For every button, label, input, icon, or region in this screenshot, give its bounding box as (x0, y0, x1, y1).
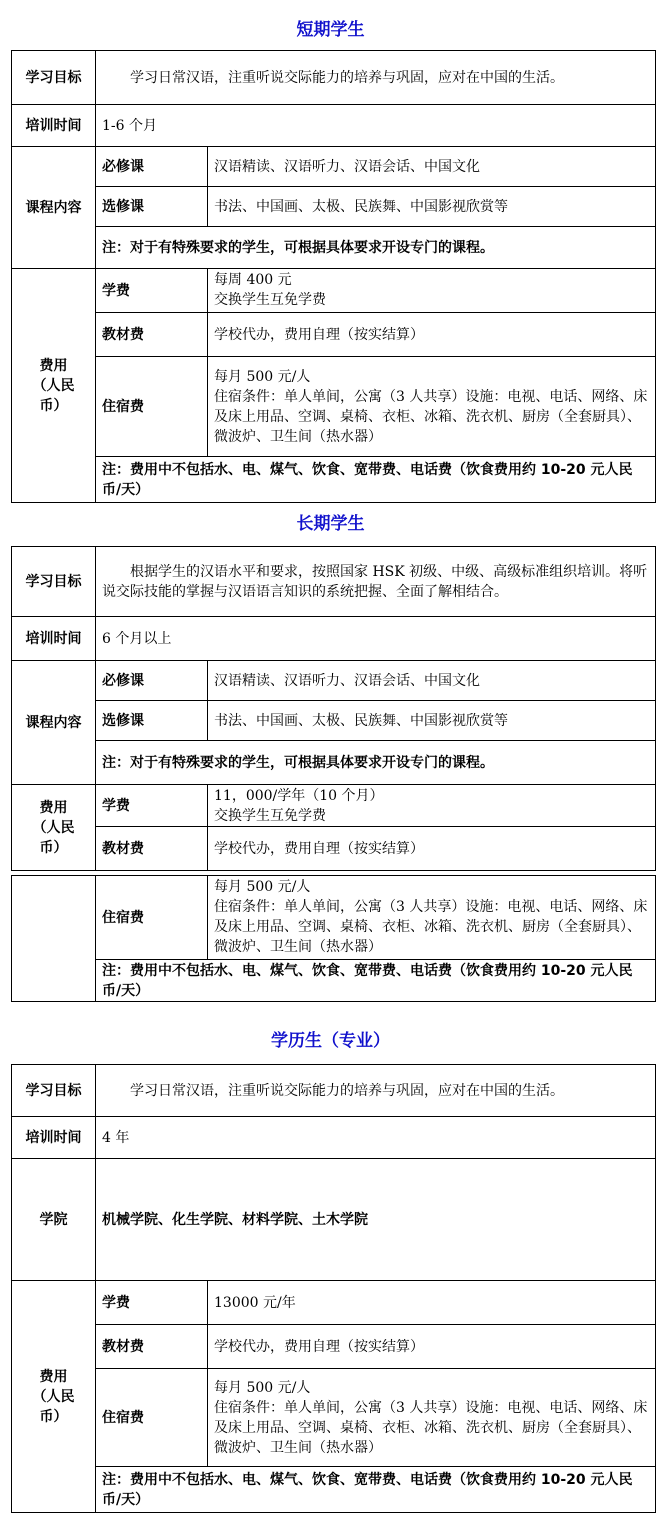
goal-label: 学习目标 (12, 547, 96, 617)
degree-table (11, 1064, 656, 1513)
college-label: 学院 (12, 1159, 96, 1281)
lodging-line: 每月 500 元/人 (214, 879, 311, 895)
fee-label (12, 785, 96, 871)
goal-value: 根据学生的汉语水平和要求，按照国家 HSK 初级、中级、高级标准组织培训。将听说交际技能的掌握与汉语语言知识的系统把握、全面了解相结合。 (96, 547, 656, 617)
fee-label-text: 费用（人民币） (32, 357, 75, 414)
period-label: 培训时间 (12, 617, 96, 661)
tuition-value (208, 785, 656, 827)
tuition-label: 学费 (96, 785, 208, 827)
fee-note: 注：费用中不包括水、电、煤气、饮食、宽带费、电话费（饮食费用约 10-20 元人民币/天） (96, 457, 656, 503)
period-value: 1-6 个月 (96, 105, 656, 147)
tuition-label: 学费 (96, 269, 208, 313)
tuition-label: 学费 (96, 1281, 208, 1325)
lodging-label: 住宿费 (96, 876, 208, 960)
tuition-line: 交换学生互免学费 (214, 292, 326, 308)
required-value: 汉语精读、汉语听力、汉语会话、中国文化 (208, 147, 656, 187)
lodging-line: 每月 500 元/人 (214, 368, 311, 385)
lodging-line: 住宿条件：单人单间，公寓（3 人共享）设施：电视、电话、网络、床及床上用品、空调、桌椅、衣柜、冰箱、洗衣机、厨房（全套厨具）、微波炉、卫生间（热水器） (214, 388, 648, 445)
lodging-line: 住宿条件：单人单间，公寓（3 人共享）设施：电视、电话、网络、床及床上用品、空调、桌椅、衣柜、冰箱、洗衣机、厨房（全套厨具）、微波炉、卫生间（热水器） (214, 1399, 648, 1456)
course-note: 注：对于有特殊要求的学生，可根据具体要求开设专门的课程。 (96, 227, 656, 269)
material-label: 教材费 (96, 313, 208, 357)
tuition-value: 13000 元/年 (208, 1281, 656, 1325)
period-label: 培训时间 (12, 105, 96, 147)
tuition-line: 11，000/学年（10 个月） (214, 788, 384, 804)
fee-label (12, 269, 96, 503)
required-value: 汉语精读、汉语听力、汉语会话、中国文化 (208, 661, 656, 701)
fee-label-continued (12, 876, 96, 1002)
goal-label: 学习目标 (12, 51, 96, 105)
lodging-value (208, 357, 656, 457)
period-label: 培训时间 (12, 1117, 96, 1159)
period-value: 6 个月以上 (96, 617, 656, 661)
course-label: 课程内容 (12, 661, 96, 785)
fee-label-text: 费用（人民币） (32, 1368, 75, 1425)
fee-label (12, 1281, 96, 1513)
fee-note: 注：费用中不包括水、电、煤气、饮食、宽带费、电话费（饮食费用约 10-20 元人民币/天） (96, 1467, 656, 1513)
material-value: 学校代办，费用自理（按实结算） (208, 1325, 656, 1369)
short-term-table (11, 50, 656, 503)
fee-note: 注：费用中不包括水、电、煤气、饮食、宽带费、电话费（饮食费用约 10-20 元人民币/天） (96, 960, 656, 1002)
tuition-line: 每周 400 元 (214, 272, 292, 288)
long-term-table-continued (11, 875, 656, 1002)
elective-label: 选修课 (96, 701, 208, 741)
material-value: 学校代办，费用自理（按实结算） (208, 827, 656, 871)
section-title-short-term: 短期学生 (296, 20, 365, 40)
lodging-line: 住宿条件：单人单间，公寓（3 人共享）设施：电视、电话、网络、床及床上用品、空调、桌椅、衣柜、冰箱、洗衣机、厨房（全套厨具）、微波炉、卫生间（热水器） (214, 899, 648, 955)
lodging-value (208, 1369, 656, 1467)
goal-value: 学习日常汉语，注重听说交际能力的培养与巩固，应对在中国的生活。 (96, 51, 656, 105)
section-title-long-term: 长期学生 (296, 514, 365, 534)
period-value: 4 年 (96, 1117, 656, 1159)
material-label: 教材费 (96, 1325, 208, 1369)
course-label: 课程内容 (12, 147, 96, 269)
lodging-value (208, 876, 656, 960)
lodging-line: 每月 500 元/人 (214, 1379, 311, 1396)
required-label: 必修课 (96, 661, 208, 701)
required-label: 必修课 (96, 147, 208, 187)
section-title-degree: 学历生（专业） (271, 1031, 390, 1051)
goal-value: 学习日常汉语，注重听说交际能力的培养与巩固，应对在中国的生活。 (96, 1065, 656, 1117)
tuition-line: 交换学生互免学费 (214, 808, 326, 824)
goal-label: 学习目标 (12, 1065, 96, 1117)
lodging-label: 住宿费 (96, 357, 208, 457)
college-value: 机械学院、化生学院、材料学院、土木学院 (96, 1159, 656, 1281)
course-note: 注：对于有特殊要求的学生，可根据具体要求开设专门的课程。 (96, 741, 656, 785)
elective-label: 选修课 (96, 187, 208, 227)
elective-value: 书法、中国画、太极、民族舞、中国影视欣赏等 (208, 187, 656, 227)
tuition-value (208, 269, 656, 313)
long-term-table (11, 546, 656, 871)
material-value: 学校代办，费用自理（按实结算） (208, 313, 656, 357)
material-label: 教材费 (96, 827, 208, 871)
elective-value: 书法、中国画、太极、民族舞、中国影视欣赏等 (208, 701, 656, 741)
fee-label-text: 费用（人民币） (32, 799, 75, 856)
lodging-label: 住宿费 (96, 1369, 208, 1467)
